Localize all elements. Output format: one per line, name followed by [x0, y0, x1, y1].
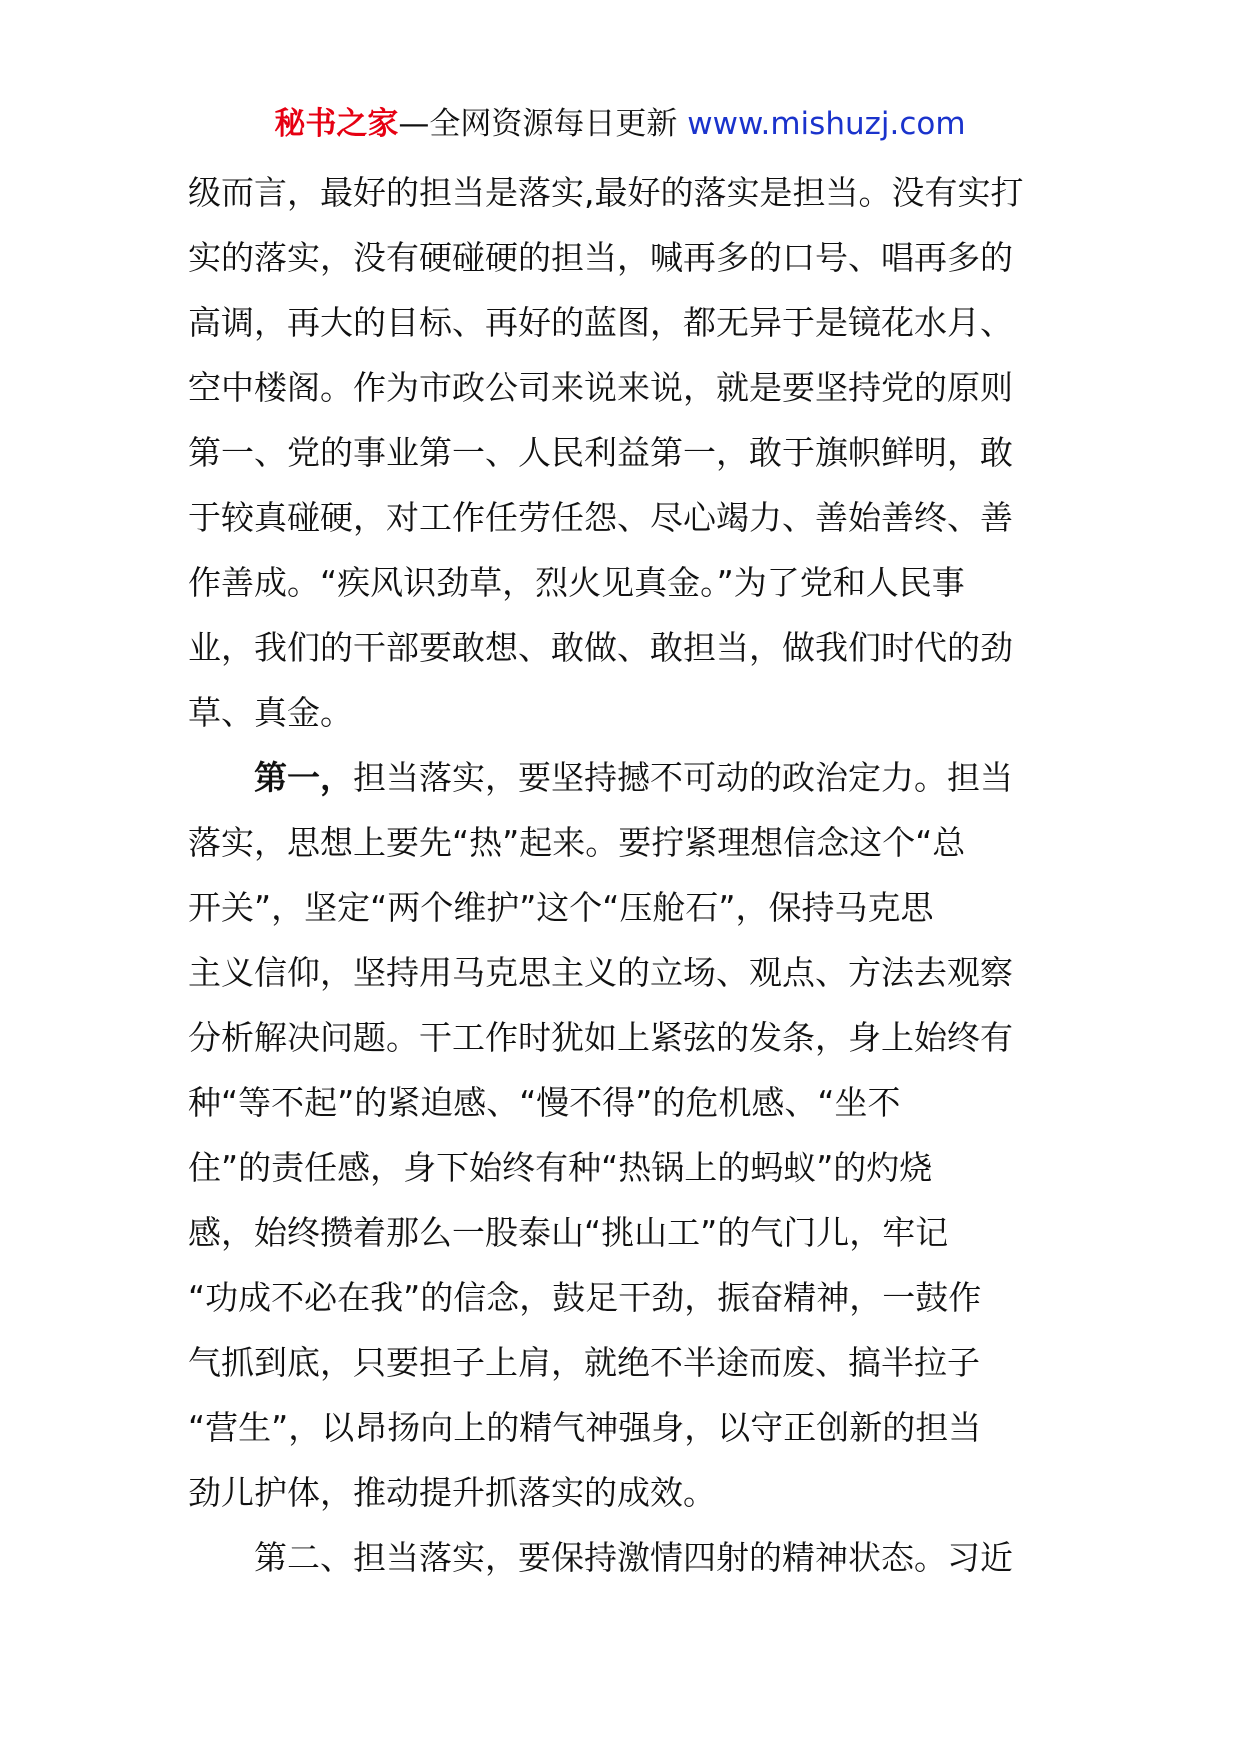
text-line: 实的落实，没有硬碰硬的担当，喊再多的口号、唱再多的 — [188, 238, 1013, 277]
text-line: 种“等不起”的紧迫感、“慢不得”的危机感、“坐不 — [188, 1083, 901, 1122]
site-brand: 秘书之家 — [274, 106, 399, 142]
site-header — [0, 100, 1240, 148]
text-line: 住”的责任感，身下始终有种“热锅上的蚂蚁”的灼烧 — [188, 1148, 933, 1187]
site-url-link[interactable]: www.mishuzj.com — [687, 106, 966, 142]
text-line: “功成不必在我”的信念，鼓足干劲，振奋精神，一鼓作 — [188, 1278, 982, 1317]
text-line: 开关”，坚定“两个维护”这个“压舱石”，保持马克思 — [188, 888, 934, 927]
text-line: 级而言，最好的担当是落实,最好的落实是担当。没有实打 — [188, 173, 1024, 212]
text-line: 高调，再大的目标、再好的蓝图，都无异于是镜花水月、 — [188, 303, 1013, 342]
paragraph-1 — [188, 160, 1058, 745]
text-line: 草、真金。 — [188, 693, 353, 732]
text-line-rest: 担当落实，要保持激情四射的精神状态。习近 — [353, 1538, 1013, 1577]
text-line: 主义信仰，坚持用马克思主义的立场、观点、方法去观察 — [188, 953, 1013, 992]
text-line: 落实，思想上要先“热”起来。要拧紧理想信念这个“总 — [188, 823, 966, 862]
text-line: 分析解决问题。干工作时犹如上紧弦的发条，身上始终有 — [188, 1018, 1013, 1057]
text-line: “营生”，以昂扬向上的精气神强身，以守正创新的担当 — [188, 1408, 982, 1447]
text-line: 劲儿护体，推动提升抓落实的成效。 — [188, 1473, 716, 1512]
paragraph-lead: 第二、 — [254, 1538, 353, 1577]
text-line: 感，始终攒着那么一股泰山“挑山工”的气门儿，牢记 — [188, 1213, 949, 1252]
text-line: 第一、党的事业第一、人民利益第一，敢于旗帜鲜明，敢 — [188, 433, 1013, 472]
text-line-first — [188, 1525, 1058, 1590]
text-line: 作善成。“疾风识劲草，烈火见真金。”为了党和人民事 — [188, 563, 965, 602]
text-line: 业，我们的干部要敢想、敢做、敢担当，做我们时代的劲 — [188, 628, 1013, 667]
document-body — [188, 160, 1058, 1590]
text-line: 气抓到底，只要担子上肩，就绝不半途而废、搞半拉子 — [188, 1343, 980, 1382]
text-line: 空中楼阁。作为市政公司来说来说，就是要坚持党的原则 — [188, 368, 1013, 407]
paragraph-3 — [188, 1525, 1058, 1590]
text-line-rest: 担当落实，要坚持撼不可动的政治定力。担当 — [353, 758, 1013, 797]
paragraph-lead: 第一， — [254, 758, 353, 797]
text-line: 于较真碰硬，对工作任劳任怨、尽心竭力、善始善终、善 — [188, 498, 1013, 537]
paragraph-2 — [188, 745, 1058, 1525]
site-slogan: —全网资源每日更新 — [398, 106, 688, 142]
text-line-first — [188, 745, 1058, 810]
